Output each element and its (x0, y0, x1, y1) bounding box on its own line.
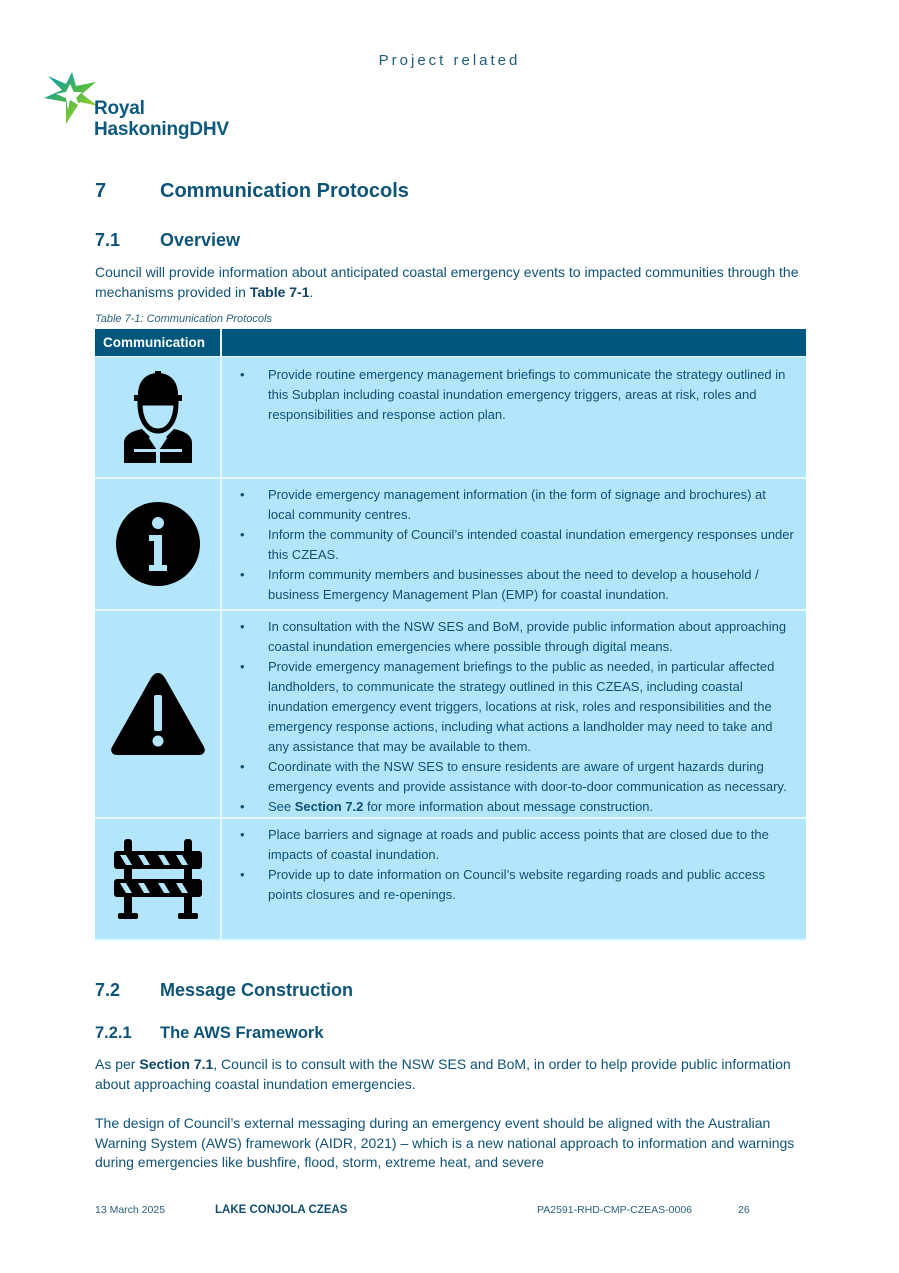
table-header-row (95, 329, 806, 357)
footer-date: 13 March 2025 (95, 1204, 166, 1216)
list-item-text: for more information about message construction. (363, 799, 654, 814)
construction-worker-icon (120, 369, 196, 465)
bullet-icon: • (240, 799, 245, 814)
list-item-text: Place barriers and signage at roads and public access points that are closed due to the impacts of coastal inundation. (268, 827, 769, 862)
section-title: Communication Protocols (160, 180, 409, 202)
table-header-communication: Communication (95, 329, 222, 356)
list-item (234, 565, 796, 605)
section-reference-link[interactable]: Section 7.1 (139, 1056, 214, 1072)
section-title: Overview (160, 230, 241, 250)
footer-page-number: 26 (738, 1204, 750, 1216)
content-cell (222, 611, 806, 817)
list-item-text: Coordinate with the NSW SES to ensure residents are aware of urgent hazards during emergency events and provide assistance with door-to-door communication as necessary. (268, 759, 787, 794)
classification-label: Project related (378, 52, 521, 69)
bullet-icon: • (240, 487, 245, 502)
section-heading-7-1 (95, 230, 240, 251)
section-heading-7-2-1 (95, 1024, 324, 1043)
section-title: Message Construction (160, 980, 354, 1000)
list-item-text: In consultation with the NSW SES and BoM, provide public information about approaching coastal inundation emergencies where possible through digital means. (268, 619, 787, 654)
bullet-icon: • (240, 527, 245, 542)
section-number: 7 (95, 180, 107, 202)
icon-cell (95, 611, 222, 817)
icon-cell (95, 357, 222, 477)
logo-text-line2: HaskoningDHV (94, 119, 229, 140)
bullet-icon: • (240, 619, 245, 634)
table-row (95, 611, 806, 819)
info-icon (115, 501, 201, 587)
list-item-text: See (268, 799, 295, 814)
section-number: 7.2 (95, 980, 121, 1000)
content-cell (222, 479, 806, 609)
bullet-list (234, 825, 796, 905)
list-item (234, 617, 796, 657)
road-barrier-icon (112, 837, 204, 921)
table-caption: Table 7-1: Communication Protocols (95, 313, 272, 325)
logo-text-line1: Royal (94, 98, 145, 119)
section-heading-7-2 (95, 980, 353, 1001)
list-item-text: Provide routine emergency management briefings to communicate the strategy outlined in this Subplan including coastal inundation emergency triggers, areas at risk, roles and responsibilities and response action plan. (268, 367, 786, 422)
list-item-text: Provide emergency management briefings to the public as needed, in particular affected landholders, to communicate the strategy outlined in this CZEAS, including coastal inundation emergency event triggers, locations at risk, roles and responsibilities and the emergency response actions, including what actions a landholder may need to take and any assistance that may be available to them. (268, 659, 775, 754)
list-item-text: Inform the community of Council’s intended coastal inundation emergency responses under this CZEAS. (268, 527, 794, 562)
list-item-text: Provide emergency management information (in the form of signage and brochures) at local community centres. (268, 487, 766, 522)
overview-paragraph (95, 263, 805, 302)
section-number: 7.2.1 (95, 1024, 132, 1042)
warning-icon (109, 671, 207, 757)
aws-paragraph-1 (95, 1055, 805, 1094)
bullet-list (234, 365, 796, 425)
table-row (95, 479, 806, 611)
icon-cell (95, 819, 222, 939)
paragraph-text: As per (95, 1056, 140, 1072)
list-item (234, 365, 796, 425)
bullet-icon: • (240, 367, 245, 382)
table-row (95, 357, 806, 479)
list-item (234, 865, 796, 905)
aws-paragraph-2: The design of Council’s external messaging during an emergency event should be aligned with the Australian Warning System (AWS) framework (AIDR, 2021) – which is a new national approach to information and warnings during emergencies like bushfire, flood, storm, extreme heat, and severe (95, 1115, 795, 1170)
list-item (234, 485, 796, 525)
list-item (234, 825, 796, 865)
paragraph-text: , Council is to consult with the NSW SES and BoM, in order to help provide public information about approaching coastal inundation emergencies. (95, 1056, 791, 1092)
section-reference-link[interactable]: Section 7.2 (294, 799, 364, 814)
list-item-text: Provide up to date information on Council’s website regarding roads and public access points closures and re-openings. (268, 867, 765, 902)
company-logo (42, 70, 262, 148)
list-item-text: Inform community members and businesses about the need to develop a household / business Emergency Management Plan (EMP) for coastal inundation. (268, 567, 759, 602)
paragraph-text: Council will provide information about anticipated coastal emergency events to impacted communities through the mechanisms provided in (95, 264, 799, 300)
footer-project: LAKE CONJOLA CZEAS (215, 1204, 348, 1216)
list-item (234, 657, 796, 757)
content-cell (222, 357, 806, 477)
list-item (234, 797, 796, 817)
communication-protocols-table (95, 329, 806, 941)
list-item (234, 525, 796, 565)
bullet-icon: • (240, 759, 245, 774)
list-item (234, 757, 796, 797)
bullet-icon: • (240, 867, 245, 882)
table-reference-link[interactable]: Table 7-1 (249, 283, 310, 300)
content-cell (222, 819, 806, 939)
bullet-list (234, 485, 796, 605)
section-heading-7 (95, 180, 409, 203)
bullet-list (234, 617, 796, 817)
footer-doc-number: PA2591-RHD-CMP-CZEAS-0006 (537, 1204, 693, 1216)
section-number: 7.1 (95, 230, 121, 250)
bullet-icon: • (240, 827, 245, 842)
icon-cell (95, 479, 222, 609)
bullet-icon: • (240, 567, 245, 582)
bullet-icon: • (240, 659, 245, 674)
table-row (95, 819, 806, 941)
paragraph-text: . (309, 283, 314, 300)
section-title: The AWS Framework (160, 1024, 324, 1042)
